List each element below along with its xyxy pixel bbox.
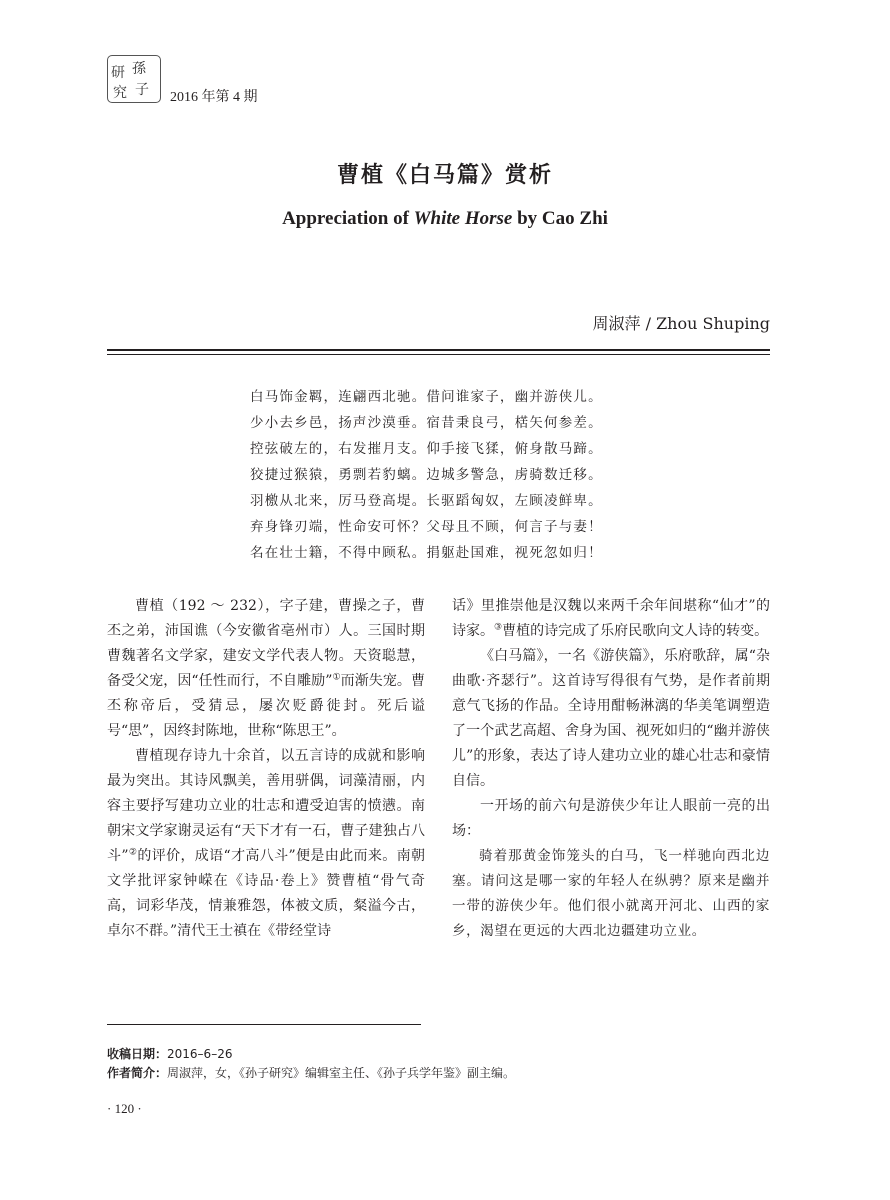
paragraph-white-horse-intro: 《白马篇》，一名《游侠篇》，乐府歌辞，属“杂曲歌·齐瑟行”。这首诗写得很有气势，是作者前期意气飞扬的作品。全诗用酣畅淋漓的华美笔调塑造了一个武艺高超、舍身为国、视死如归的“幽并游侠儿”的形象，表达了诗人建功立业的雄心壮志和豪情自信。	[452, 648, 770, 789]
poem-line: 名在壮士籍，不得中顾私。捐躯赴国难，视死忽如归！	[250, 545, 603, 561]
received-date	[107, 1045, 515, 1064]
paragraph-opening-lines: 一开场的前六句是游侠少年让人眼前一亮的出场：	[452, 798, 770, 839]
svg-text:究: 究	[113, 85, 127, 101]
header-rule-thin	[107, 354, 770, 355]
footnotes	[107, 1045, 515, 1083]
footnote-rule	[107, 1024, 421, 1025]
author-bio-value: 周淑萍，女，《孙子研究》编辑室主任、《孙子兵学年鉴》副主编。	[167, 1066, 516, 1080]
poem-line: 控弦破左的，右发摧月支。仰手接飞猱，俯身散马蹄。	[250, 441, 603, 457]
footnote-ref: ①	[332, 672, 341, 683]
svg-text:子: 子	[135, 82, 149, 98]
paragraph-text: 曹植（192 ～ 232），字子建，曹操之子，曹丕之弟，沛国谯（今安徽省亳州市）人。三国时期曹魏著名文学家，建安文学代表人物。天资聪慧，备受父宠，因“任性而行，不自雕励”	[107, 598, 425, 689]
poem-block	[250, 384, 603, 566]
subtitle-suffix: by Cao Zhi	[512, 208, 608, 229]
paragraph-biography	[107, 594, 425, 744]
journal-logo	[107, 55, 161, 103]
paragraph-text: 而渐失宠。曹丕称帝后，受猜忌，屡次贬爵徙封。死后谥号“思”，因终封陈地，世称“陈思王”。	[107, 673, 426, 739]
received-value: 2016–6–26	[167, 1047, 233, 1061]
poem-line: 狡捷过猴猿，勇剽若豹螭。边城多警急，虏骑数迁移。	[250, 467, 603, 483]
article-author: 周淑萍 / Zhou Shuping	[592, 314, 770, 333]
subtitle-prefix: Appreciation of	[282, 208, 414, 229]
paragraph-translation: 骑着那黄金饰笼头的白马，飞一样驰向西北边塞。请问这是哪一家的年轻人在纵骋？原来是幽并一带的游侠少年。他们很小就离开河北、山西的家乡，渴望在更远的大西北边疆建功立业。	[452, 848, 770, 939]
article-subtitle-en	[0, 208, 890, 230]
paragraph-text: 曹植的诗完成了乐府民歌向文人诗的转变。	[502, 623, 769, 639]
footnote-ref: ③	[494, 622, 503, 633]
body-column-right	[452, 594, 770, 944]
svg-text:研: 研	[111, 65, 125, 81]
footnote-ref: ②	[128, 847, 138, 858]
author-bio-label: 作者简介：	[107, 1066, 168, 1080]
paragraph-continuation	[452, 594, 770, 644]
poem-line: 少小去乡邑，扬声沙漠垂。宿昔秉良弓，楛矢何参差。	[250, 415, 603, 431]
paragraph-text: 话》里推崇他是汉魏以来两千余年间堪称“仙才”的诗家。	[452, 598, 770, 639]
body-column-left	[107, 594, 425, 944]
poem-line: 羽檄从北来，厉马登高堤。长驱蹈匈奴，左顾凌鲜卑。	[250, 493, 603, 509]
paragraph-text: 的评价，成语“才高八斗”便是由此而来。南朝文学批评家钟嵘在《诗品·卷上》赞曹植“骨气奇高，词彩华茂，情兼雅怨，体被文质，粲溢今古，卓尔不群。”清代王士禛在《带经堂诗	[107, 848, 425, 939]
header-rule-thick	[107, 349, 770, 351]
paragraph-poetry-achievement	[107, 744, 425, 944]
article-title: 曹植《白马篇》赏析	[336, 163, 553, 188]
subtitle-work: White Horse	[413, 208, 513, 229]
paragraph-text: 曹植现存诗九十余首，以五言诗的成就和影响最为突出。其诗风飘美，善用骈偶，词藻清丽，内容主要抒写建功立业的壮志和遭受迫害的愤懑。南朝宋文学家谢灵运有“天下才有一石，曹子建独占八斗”	[107, 748, 425, 864]
received-label: 收稿日期：	[107, 1047, 168, 1061]
poem-line: 弃身锋刃端，性命安可怀？父母且不顾，何言子与妻！	[250, 519, 603, 535]
poem-line: 白马饰金羁，连翩西北驰。借问谁家子，幽并游侠儿。	[250, 389, 603, 405]
author-bio	[107, 1064, 515, 1083]
page-number: · 120 ·	[107, 1101, 142, 1116]
issue-label: 2016 年第 4 期	[170, 90, 258, 105]
svg-text:孫: 孫	[132, 61, 146, 77]
